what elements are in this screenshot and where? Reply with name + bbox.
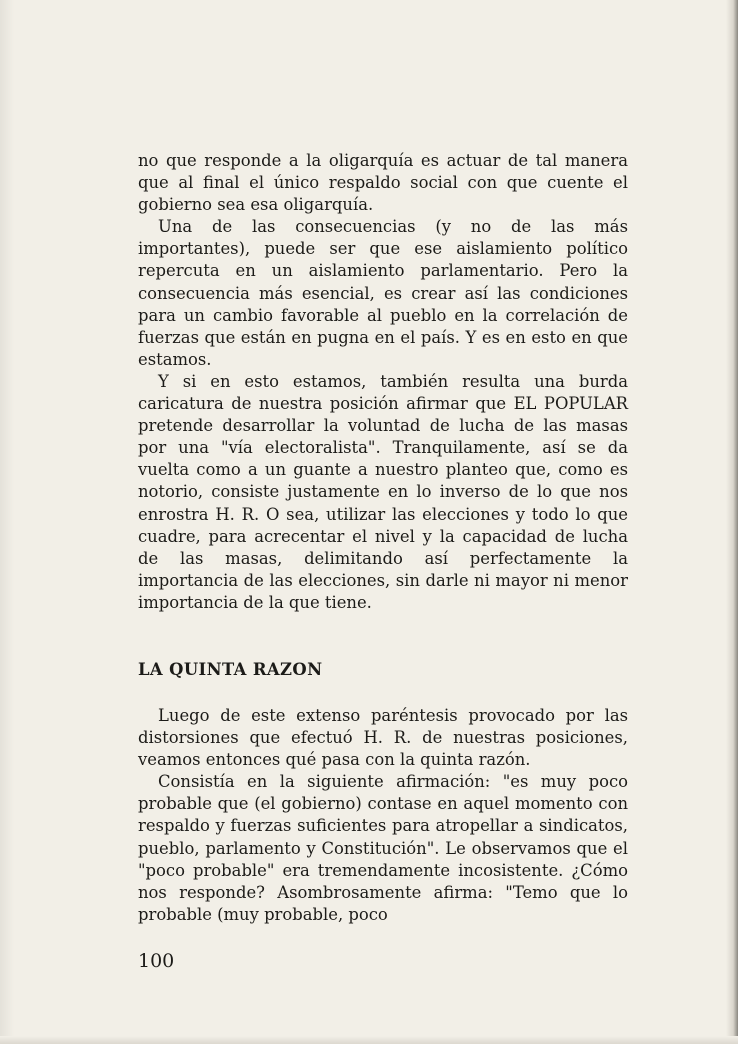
paragraph: Luego de este extenso paréntesis provocado por las distorsiones que efectuó H. R. de nuestras posiciones, veamos entonces qué pasa con la quinta razón. bbox=[138, 706, 628, 770]
page-left-edge bbox=[0, 0, 14, 1044]
body-text-top bbox=[138, 150, 628, 614]
paragraph: Una de las consecuencias (y no de las más importantes), puede ser que ese aislamiento político repercuta en un aislamiento parlamentario. Pero la consecuencia más esencial, es crear así las condiciones para un cambio favorable al pueblo en la correlación de fuerzas que están en pugna en el país. Y es en esto en que estamos. bbox=[138, 217, 628, 369]
page-bottom-edge bbox=[0, 1036, 738, 1044]
paragraph: Y si en esto estamos, también resulta una burda caricatura de nuestra posición afirmar que EL POPULAR pretende desarrollar la voluntad de lucha de las masas por una "vía electoralista". Tranquilamente, así se da vuelta como a un guante a nuestro planteo que, como es notorio, consiste justamente en lo inverso de lo que nos enrostra H. R. O sea, utilizar las elecciones y todo lo que cuadre, para acrecentar el nivel y la capacidad de lucha de las masas, delimitando así perfectamente la importancia de las elecciones, sin darle ni mayor ni menor importancia de la que tiene. bbox=[138, 371, 628, 612]
body-text-bottom bbox=[138, 705, 628, 926]
paragraph: Consistía en la siguiente afirmación: "es muy poco probable que (el gobierno) contase en aquel momento con respaldo y fuerzas suficientes para atropellar a sindicatos, pueblo, parlamento y Constitución". Le observamos que el "poco probable" era tremendamente incosistente. ¿Cómo nos responde? Asombrosamente afirma: "Temo que lo probable (muy probable, poco bbox=[138, 772, 628, 924]
page-right-edge bbox=[726, 0, 738, 1044]
page-number: 100 bbox=[138, 950, 175, 972]
section-heading: LA QUINTA RAZON bbox=[138, 660, 323, 679]
paragraph-continuation: no que responde a la oligarquía es actuar de tal manera que al final el único respaldo social con que cuente el gobierno sea esa oligarquía. bbox=[138, 151, 628, 215]
